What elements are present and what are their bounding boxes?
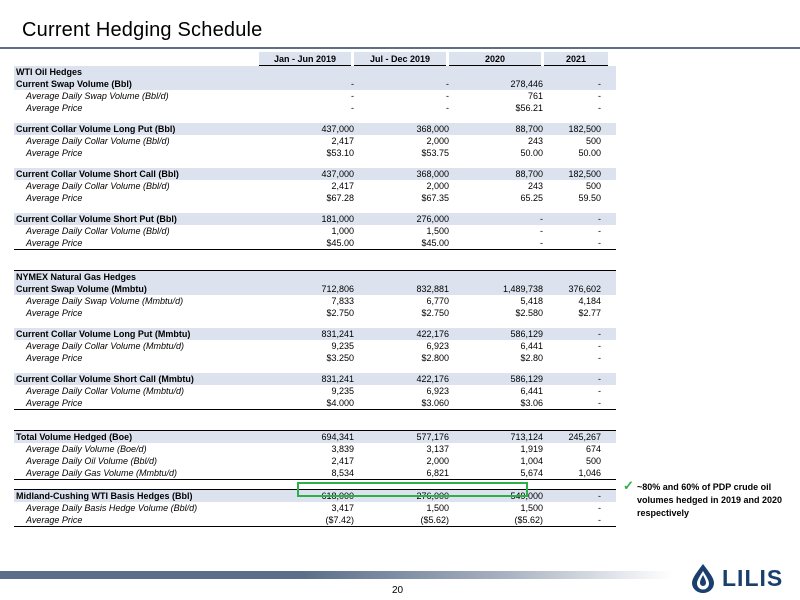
row-value: 1,500 [520,503,543,513]
row-value: 832,881 [416,284,449,294]
table-row [14,295,616,307]
row-label: Average Daily Collar Volume (Bbl/d) [26,226,170,236]
row-value: - [598,214,601,224]
row-value: $53.75 [421,148,449,158]
section-header-gas [14,270,616,283]
row-value: 549,000 [510,491,543,501]
row-value: - [598,374,601,384]
row-value: 7,833 [331,296,354,306]
title-divider [0,47,800,49]
row-label: Average Daily Collar Volume (Mmbtu/d) [26,341,185,351]
row-value: 243 [527,181,543,191]
row-value: 6,821 [426,468,449,478]
row-value: $45.00 [421,238,449,248]
table-row [14,385,616,397]
table-row [14,502,616,514]
row-label: Current Collar Volume Short Call (Mmbtu) [16,374,194,384]
row-value: $53.10 [326,148,354,158]
row-label: Average Daily Basis Hedge Volume (Bbl/d) [26,503,198,513]
table-row [14,373,616,385]
row-value: - [598,91,601,101]
row-label: Total Volume Hedged (Boe) [16,432,133,442]
row-value: ($5.62) [514,515,543,525]
row-label: Average Daily Oil Volume (Bbl/d) [26,456,158,466]
row-value: 712,806 [321,284,354,294]
row-value: - [446,79,449,89]
row-value: - [598,341,601,351]
row-value: 50.00 [578,148,601,158]
row-value: - [446,91,449,101]
table-row [14,455,616,467]
row-value: 8,534 [331,468,354,478]
highlight-box [297,482,528,497]
column-header-jan-jun-2019: Jan - Jun 2019 [259,52,351,66]
row-label: Average Daily Swap Volume (Bbl/d) [26,91,169,101]
table-row [14,514,616,527]
row-label: Average Daily Swap Volume (Mmbtu/d) [26,296,184,306]
row-label: Average Daily Collar Volume (Mmbtu/d) [26,386,185,396]
row-value: 500 [585,136,601,146]
row-value: 5,674 [520,468,543,478]
row-value: 182,500 [568,124,601,134]
row-value: 500 [585,456,601,466]
row-value: - [598,398,601,408]
row-value: 2,417 [331,136,354,146]
table-row [14,237,616,250]
table-row [14,102,616,114]
row-value: ($5.62) [420,515,449,525]
table-row [14,283,616,295]
row-value: 1,919 [520,444,543,454]
row-value: 376,602 [568,284,601,294]
table-row [14,328,616,340]
row-value: 831,241 [321,329,354,339]
row-label: Average Price [26,238,83,248]
row-value: - [540,214,543,224]
row-value: 713,124 [510,432,543,442]
row-label: Average Price [26,353,83,363]
row-value: 2,000 [426,456,449,466]
page-number: 20 [392,585,404,596]
row-label: Average Price [26,515,83,525]
row-value: 368,000 [416,169,449,179]
row-value: 182,500 [568,169,601,179]
row-label: Current Collar Volume Short Put (Bbl) [16,214,177,224]
row-value: 577,176 [416,432,449,442]
row-label: Midland-Cushing WTI Basis Hedges (Bbl) [16,491,193,501]
row-value: 3,839 [331,444,354,454]
row-value: 422,176 [416,329,449,339]
column-header-2021: 2021 [544,52,608,66]
row-value: 5,418 [520,296,543,306]
row-value: - [598,238,601,248]
row-value: 245,267 [568,432,601,442]
row-value: 50.00 [520,148,543,158]
table-row [14,192,616,204]
row-value: - [351,103,354,113]
table-row [14,180,616,192]
table-row [14,213,616,225]
row-value: - [540,226,543,236]
row-value: $2.77 [578,308,601,318]
row-value: $45.00 [326,238,354,248]
row-value: $56.21 [515,103,543,113]
row-label: Average Daily Collar Volume (Bbl/d) [26,136,170,146]
footer-bar [0,571,672,579]
row-value: 6,923 [426,386,449,396]
row-value: 1,500 [426,226,449,236]
checkmark-icon: ✓ [623,478,634,493]
row-value: - [598,329,601,339]
row-value: - [598,79,601,89]
row-value: - [598,503,601,513]
row-label: Current Collar Volume Short Call (Bbl) [16,169,179,179]
row-value: ($7.42) [325,515,354,525]
row-value: $2.800 [421,353,449,363]
row-value: 1,046 [578,468,601,478]
row-value: 1,489,738 [502,284,543,294]
table-row [14,225,616,237]
row-label: Average Price [26,193,83,203]
row-value: 276,000 [416,214,449,224]
row-value: - [540,238,543,248]
row-value: - [598,491,601,501]
table-row [14,340,616,352]
row-value: $3.060 [421,398,449,408]
row-value: 1,500 [426,503,449,513]
table-row [14,78,616,90]
row-value: 3,417 [331,503,354,513]
section-header-oil [14,66,616,78]
row-value: - [598,226,601,236]
row-value: 9,235 [331,341,354,351]
table-row [14,467,616,480]
row-label: Current Collar Volume Long Put (Mmbtu) [16,329,191,339]
row-value: - [598,386,601,396]
row-value: 6,770 [426,296,449,306]
row-value: 694,341 [321,432,354,442]
row-label: Average Price [26,308,83,318]
row-value: 88,700 [515,124,543,134]
row-value: 618,000 [321,491,354,501]
callout-note [623,478,793,520]
row-label: Current Collar Volume Long Put (Bbl) [16,124,176,134]
row-label: Average Price [26,398,83,408]
row-value: $2.750 [421,308,449,318]
row-value: 6,441 [520,341,543,351]
table-header [14,52,616,66]
drop-icon [690,563,716,593]
row-value: 586,129 [510,374,543,384]
table-row [14,307,616,319]
row-value: 6,923 [426,341,449,351]
row-label: Average Daily Gas Volume (Mmbtu/d) [26,468,178,478]
page-title: Current Hedging Schedule [22,19,263,41]
row-value: 59.50 [578,193,601,203]
table-row [14,168,616,180]
row-value: 181,000 [321,214,354,224]
row-value: 2,000 [426,136,449,146]
row-value: - [598,515,601,525]
logo-text: LILIS [722,565,784,591]
row-value: 88,700 [515,169,543,179]
row-value: - [351,91,354,101]
row-label: Average Daily Collar Volume (Bbl/d) [26,181,170,191]
row-value: 1,004 [520,456,543,466]
table-row [14,147,616,159]
table-row [14,430,616,443]
row-value: 674 [585,444,601,454]
row-value: 278,446 [510,79,543,89]
section-title: NYMEX Natural Gas Hedges [16,272,137,282]
row-value: 6,441 [520,386,543,396]
row-label: Average Daily Volume (Boe/d) [26,444,147,454]
row-value: 65.25 [520,193,543,203]
hedging-table [14,52,616,527]
row-value: $2.80 [520,353,543,363]
row-value: 586,129 [510,329,543,339]
section-title: WTI Oil Hedges [16,67,83,77]
row-value: $67.35 [421,193,449,203]
row-value: $2.580 [515,308,543,318]
row-value: 4,184 [578,296,601,306]
row-value: - [598,103,601,113]
table-row [14,352,616,364]
table-row [14,397,616,410]
row-value: 1,000 [331,226,354,236]
row-label: Average Price [26,148,83,158]
company-logo [688,562,796,594]
row-value: 437,000 [321,169,354,179]
row-value: 2,417 [331,181,354,191]
row-value: 500 [585,181,601,191]
table-row [14,90,616,102]
column-header-2020: 2020 [449,52,541,66]
column-header-jul-dec-2019: Jul - Dec 2019 [354,52,446,66]
row-value: 2,000 [426,181,449,191]
row-value: 761 [527,91,543,101]
row-value: $3.06 [520,398,543,408]
table-row [14,123,616,135]
row-value: $3.250 [326,353,354,363]
row-value: $4.000 [326,398,354,408]
row-value: 276,000 [416,491,449,501]
table-row [14,443,616,455]
row-value: - [446,103,449,113]
table-row [14,135,616,147]
row-value: - [351,79,354,89]
row-label: Current Swap Volume (Mmbtu) [16,284,147,294]
row-label: Current Swap Volume (Bbl) [16,79,132,89]
row-value: 2,417 [331,456,354,466]
callout-text: ~80% and 60% of PDP crude oil volumes hedged in 2019 and 2020 respectively [637,482,783,518]
row-value: 243 [527,136,543,146]
row-value: 9,235 [331,386,354,396]
row-value: 3,137 [426,444,449,454]
row-value: 831,241 [321,374,354,384]
row-value: 437,000 [321,124,354,134]
row-label: Average Price [26,103,83,113]
row-value: 422,176 [416,374,449,384]
row-value: 368,000 [416,124,449,134]
row-value: $2.750 [326,308,354,318]
row-value: - [598,353,601,363]
row-value: $67.28 [326,193,354,203]
